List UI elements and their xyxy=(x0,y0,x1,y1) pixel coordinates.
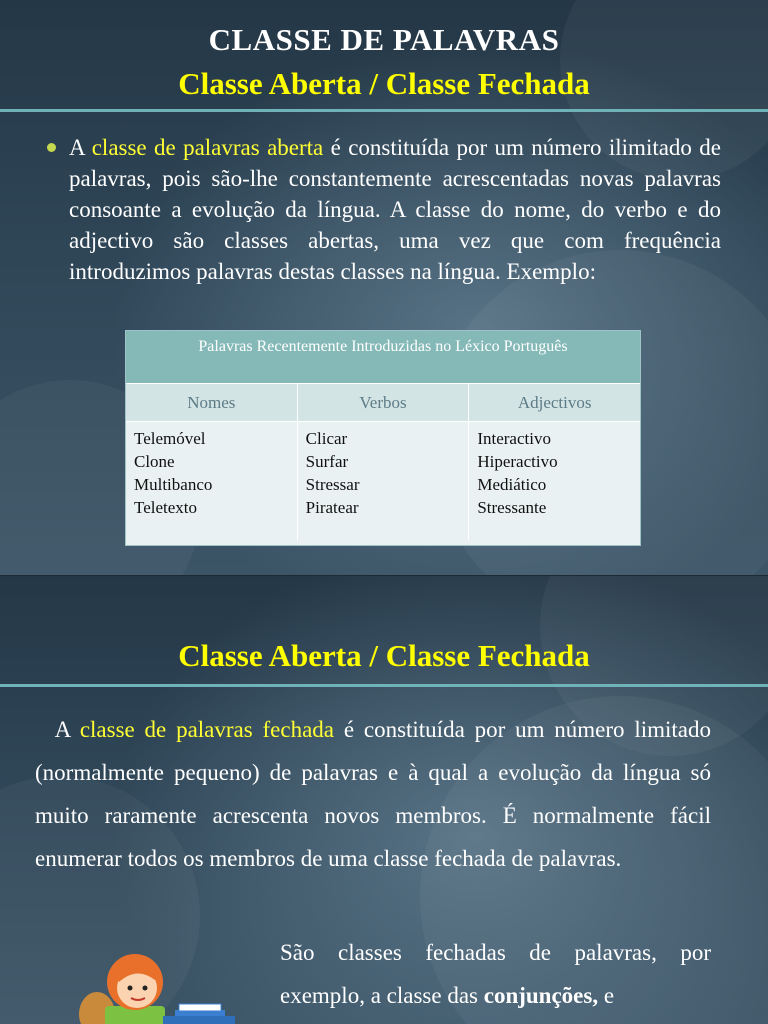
slide-closed-class xyxy=(0,576,768,1024)
paragraph-lead: A xyxy=(54,717,80,742)
table-cell: Piratear xyxy=(305,498,359,517)
table-cell: Interactivo xyxy=(477,429,551,448)
table-cell: Mediático xyxy=(477,475,547,494)
paragraph-rest: é constituída por um número limitado (normalmente pequeno) de palavras e à qual a evolução da língua só muito raramente acrescenta novos membros. É normalmente fácil enumerar todos os membros de uma classe fechada de palavras. xyxy=(35,717,712,871)
paragraph-rest: é constituída por um número ilimitado de palavras, pois são-lhe constantemente acrescentadas novas palavras consoante a evolução da língua. A classe do nome, do verbo e do adjectivo são classes abertas, uma vez que com frequência introduzimos palavras destas classes na língua. Exemplo: xyxy=(69,135,722,284)
closed-class-examples xyxy=(280,931,711,1017)
column-header-adjectivos: Adjectivos xyxy=(517,393,592,412)
highlighted-term: classe de palavras fechada xyxy=(79,717,335,742)
title-divider xyxy=(0,684,768,687)
column-verbos xyxy=(298,422,470,540)
new-words-table xyxy=(125,330,641,546)
table-cell: Teletexto xyxy=(134,498,198,517)
paragraph-lead: A xyxy=(69,135,92,160)
title-divider xyxy=(0,109,768,112)
table-body xyxy=(126,422,640,540)
column-header-nomes: Nomes xyxy=(126,384,298,421)
bullet-icon xyxy=(47,143,56,152)
examples-text: São classes fechadas de palavras, por exemplo, a classe das xyxy=(280,940,711,1008)
column-adjectivos xyxy=(469,422,640,540)
table-cell: Stressante xyxy=(477,498,547,517)
table-header-row xyxy=(126,384,640,422)
table-cell: Multibanco xyxy=(134,475,213,494)
table-caption: Palavras Recentemente Introduzidas no Léxico Português xyxy=(126,331,640,384)
slide-title: Classe Aberta / Classe Fechada xyxy=(178,638,590,673)
table-cell: Clone xyxy=(134,452,175,471)
table-cell: Clicar xyxy=(305,429,348,448)
slide-title: CLASSE DE PALAVRAS xyxy=(208,22,560,57)
column-header-verbos: Verbos xyxy=(298,384,470,421)
student-clipart-icon xyxy=(75,944,235,1024)
examples-tail: e xyxy=(598,983,615,1008)
slide-subtitle: Classe Aberta / Classe Fechada xyxy=(178,66,590,101)
examples-bold-term: conjunções, xyxy=(483,983,599,1008)
closed-class-paragraph xyxy=(35,708,711,880)
open-class-paragraph xyxy=(69,132,721,287)
column-nomes xyxy=(126,422,298,540)
table-cell: Telemóvel xyxy=(134,429,206,448)
highlighted-term: classe de palavras aberta xyxy=(91,135,324,160)
table-cell: Surfar xyxy=(305,452,349,471)
table-cell: Hiperactivo xyxy=(477,452,558,471)
table-cell: Stressar xyxy=(305,475,360,494)
